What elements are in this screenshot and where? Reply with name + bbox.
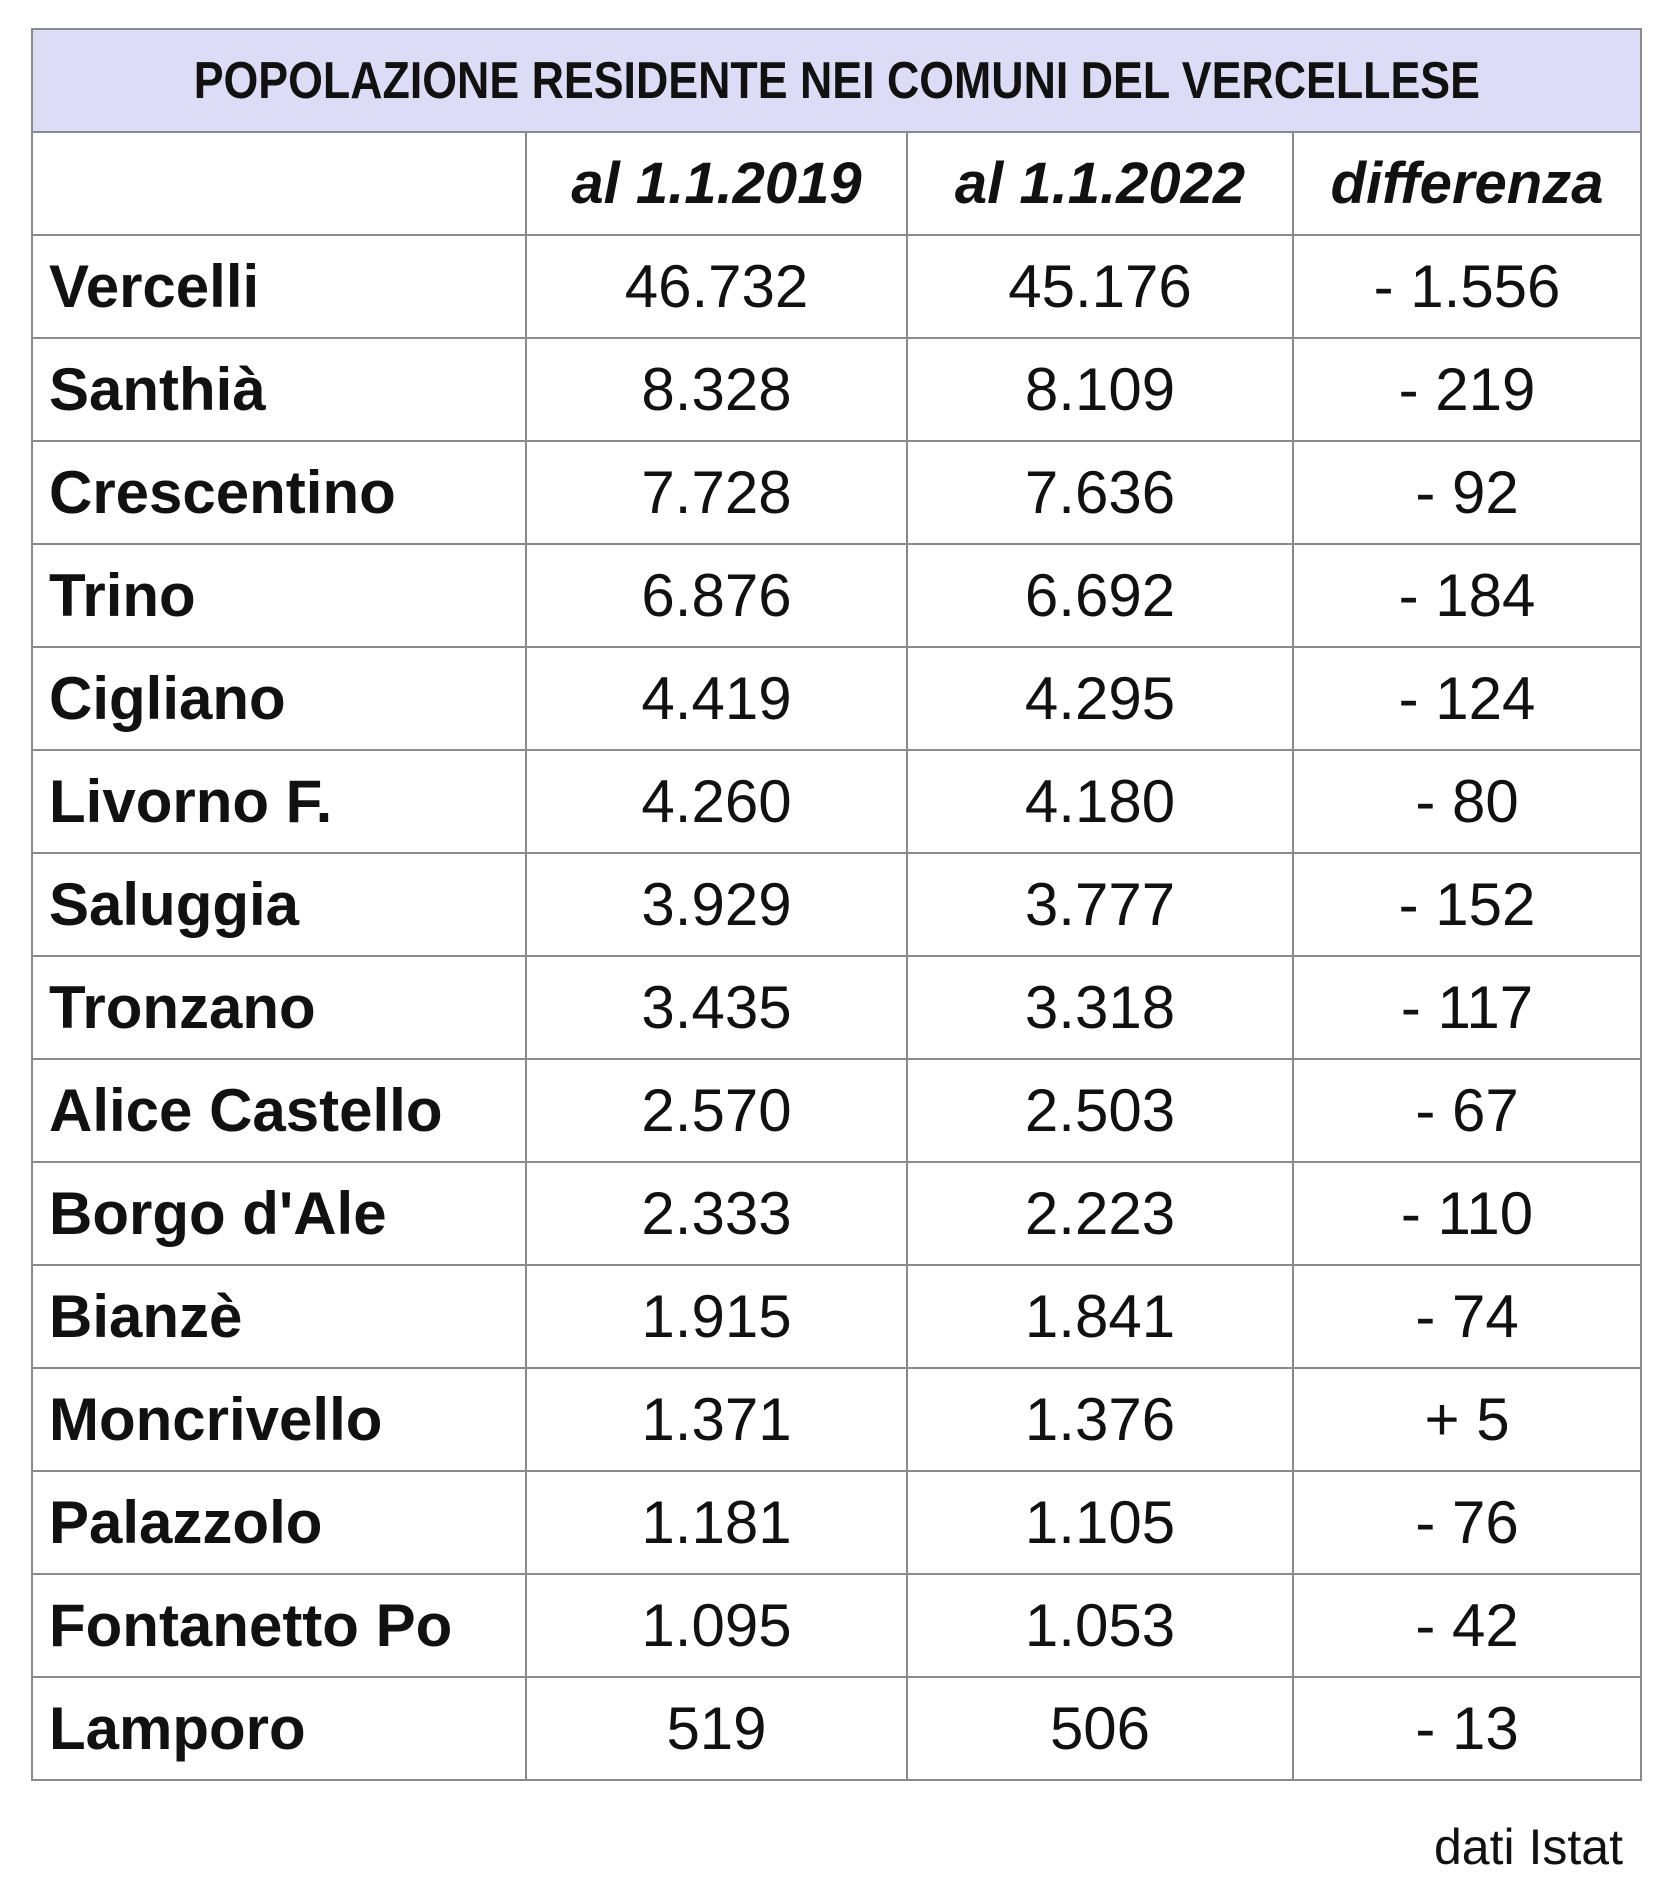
difference-cell: - 110	[1293, 1162, 1641, 1265]
comune-name-cell: Santhià	[32, 338, 526, 441]
population-2022-cell: 506	[907, 1677, 1293, 1780]
difference-cell: - 117	[1293, 956, 1641, 1059]
population-2022-cell: 2.503	[907, 1059, 1293, 1162]
population-2019-cell: 46.732	[526, 235, 907, 338]
difference-cell: - 80	[1293, 750, 1641, 853]
table-row	[32, 1677, 1641, 1780]
difference-cell: - 74	[1293, 1265, 1641, 1368]
difference-cell: - 124	[1293, 647, 1641, 750]
population-table	[31, 28, 1642, 1781]
comune-name-cell: Tronzano	[32, 956, 526, 1059]
table-row	[32, 1265, 1641, 1368]
population-2019-cell: 1.095	[526, 1574, 907, 1677]
comune-name-cell: Moncrivello	[32, 1368, 526, 1471]
comune-name-cell: Trino	[32, 544, 526, 647]
difference-cell: + 5	[1293, 1368, 1641, 1471]
population-2019-cell: 1.371	[526, 1368, 907, 1471]
comune-name-cell: Lamporo	[32, 1677, 526, 1780]
difference-cell: - 92	[1293, 441, 1641, 544]
difference-cell: - 76	[1293, 1471, 1641, 1574]
table-row	[32, 235, 1641, 338]
column-header-2019: al 1.1.2019	[526, 132, 907, 235]
column-header-2022: al 1.1.2022	[907, 132, 1293, 235]
population-2022-cell: 2.223	[907, 1162, 1293, 1265]
comune-name-cell: Cigliano	[32, 647, 526, 750]
population-2022-cell: 7.636	[907, 441, 1293, 544]
population-2019-cell: 519	[526, 1677, 907, 1780]
population-2022-cell: 4.295	[907, 647, 1293, 750]
comune-name-cell: Livorno F.	[32, 750, 526, 853]
population-2019-cell: 3.435	[526, 956, 907, 1059]
population-2019-cell: 2.570	[526, 1059, 907, 1162]
difference-cell: - 184	[1293, 544, 1641, 647]
table-row	[32, 1162, 1641, 1265]
comune-name-cell: Fontanetto Po	[32, 1574, 526, 1677]
table-row	[32, 1471, 1641, 1574]
column-header-row	[32, 132, 1641, 235]
comune-name-cell: Palazzolo	[32, 1471, 526, 1574]
difference-cell: - 219	[1293, 338, 1641, 441]
title-row	[32, 29, 1641, 132]
difference-cell: - 13	[1293, 1677, 1641, 1780]
comune-name-cell: Borgo d'Ale	[32, 1162, 526, 1265]
table-row	[32, 956, 1641, 1059]
table-row	[32, 338, 1641, 441]
population-2022-cell: 6.692	[907, 544, 1293, 647]
population-2019-cell: 1.915	[526, 1265, 907, 1368]
comune-name-cell: Alice Castello	[32, 1059, 526, 1162]
comune-name-cell: Saluggia	[32, 853, 526, 956]
population-2022-cell: 8.109	[907, 338, 1293, 441]
population-2019-cell: 7.728	[526, 441, 907, 544]
table-title-cell	[32, 29, 1641, 132]
population-2019-cell: 6.876	[526, 544, 907, 647]
population-2022-cell: 45.176	[907, 235, 1293, 338]
population-2022-cell: 1.841	[907, 1265, 1293, 1368]
population-2019-cell: 3.929	[526, 853, 907, 956]
population-2019-cell: 1.181	[526, 1471, 907, 1574]
population-table-container	[31, 28, 1640, 1781]
population-2019-cell: 2.333	[526, 1162, 907, 1265]
table-row	[32, 647, 1641, 750]
difference-cell: - 152	[1293, 853, 1641, 956]
table-row	[32, 1368, 1641, 1471]
difference-cell: - 42	[1293, 1574, 1641, 1677]
comune-name-cell: Crescentino	[32, 441, 526, 544]
population-2022-cell: 1.376	[907, 1368, 1293, 1471]
population-2019-cell: 8.328	[526, 338, 907, 441]
table-row	[32, 1574, 1641, 1677]
difference-cell: - 67	[1293, 1059, 1641, 1162]
difference-cell: - 1.556	[1293, 235, 1641, 338]
table-body	[32, 235, 1641, 1780]
population-2019-cell: 4.419	[526, 647, 907, 750]
population-2022-cell: 1.105	[907, 1471, 1293, 1574]
comune-name-cell: Bianzè	[32, 1265, 526, 1368]
table-row	[32, 750, 1641, 853]
population-2022-cell: 3.318	[907, 956, 1293, 1059]
population-2022-cell: 3.777	[907, 853, 1293, 956]
column-header-comune	[32, 132, 526, 235]
table-row	[32, 1059, 1641, 1162]
population-2022-cell: 1.053	[907, 1574, 1293, 1677]
column-header-differenza: differenza	[1293, 132, 1641, 235]
table-row	[32, 544, 1641, 647]
table-title: POPOLAZIONE RESIDENTE NEI COMUNI DEL VERCELLESE	[193, 51, 1480, 110]
population-2022-cell: 4.180	[907, 750, 1293, 853]
table-row	[32, 441, 1641, 544]
comune-name-cell: Vercelli	[32, 235, 526, 338]
source-note: dati Istat	[1434, 1819, 1623, 1875]
table-row	[32, 853, 1641, 956]
population-2019-cell: 4.260	[526, 750, 907, 853]
